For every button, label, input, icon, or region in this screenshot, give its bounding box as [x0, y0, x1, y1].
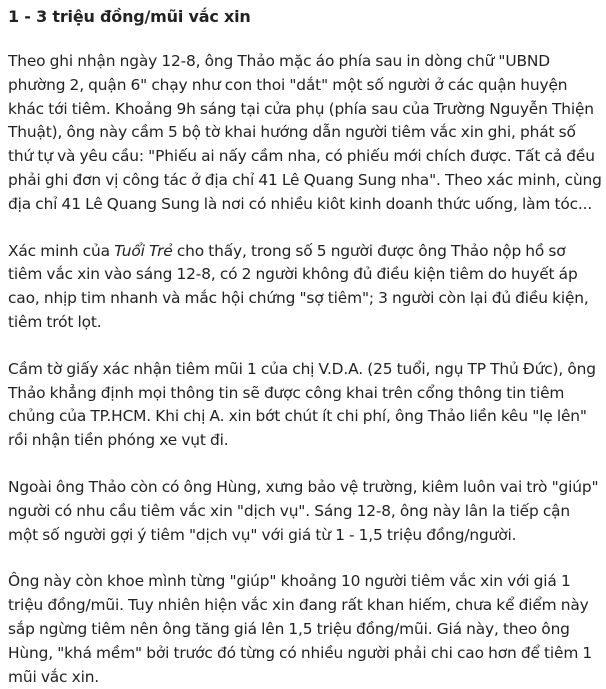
newspaper-name: Tuổi Trẻ: [114, 241, 173, 260]
paragraph-2: [8, 240, 602, 335]
paragraph-1: Theo ghi nhận ngày 12-8, ông Thảo mặc áo phía sau in dòng chữ "UBND phường 2, quận 6" chạy như con thoi "dắt" một số người ở các quận huyện khác tới tiêm. Khoảng 9h sáng tại cửa phụ (phía sau của Trường Nguyễn Thiện Thuật), ông này cầm 5 bộ tờ khai hướng dẫn người tiêm vắc xin ghi, phát số thứ tự và yêu cầu: "Phiếu ai nấy cầm nha, có phiếu mới chích được. Tất cả đều phải ghi đơn vị công tác ở địa chỉ 41 Lê Quang Sung nha". Theo xác minh, cùng địa chỉ 41 Lê Quang Sung là nơi có nhiều kiôt kinh doanh thức uống, làm tóc...: [8, 52, 602, 213]
paragraph-2-text-start: Xác minh của: [8, 241, 115, 260]
article-body: [8, 6, 602, 689]
paragraph-3: Cầm tờ giấy xác nhận tiêm mũi 1 của chị V.D.A. (25 tuổi, ngụ TP Thủ Đức), ông Thảo khẳng định mọi thông tin sẽ được công khai trên cổng thông tin tiêm chủng của TP.HCM. Khi chị A. xin bớt chút ít chi phí, ông Thảo liền kêu "lẹ lên" rồi nhận tiền phóng xe vụt đi.: [8, 359, 596, 450]
paragraph-2-text-end: cho thấy, trong số 5 người được ông Thảo nộp hồ sơ tiêm vắc xin vào sáng 12-8, có 2 người không đủ điều kiện tiêm do huyết áp cao, nhịp tim nhanh và mắc hội chứng "sợ tiêm"; 3 người còn lại đủ điều kiện, tiêm trót lọt.: [8, 241, 589, 331]
paragraph-4: Ngoài ông Thảo còn có ông Hùng, xưng bảo vệ trường, kiêm luôn vai trò "giúp" người có nhu cầu tiêm vắc xin "dịch vụ". Sáng 12-8, ông này lân la tiếp cận một số người gợi ý tiêm "dịch vụ" với giá từ 1 - 1,5 triệu đồng/người.: [8, 477, 599, 544]
paragraph-5: Ông này còn khoe mình từng "giúp" khoảng 10 người tiêm vắc xin với giá 1 triệu đồng/mũi. Tuy nhiên hiện vắc xin đang rất khan hiếm, chưa kể điểm này sắp ngừng tiêm nên ông tăng giá lên 1,5 triệu đồng/mũi. Giá này, theo ông Hùng, "khá mềm" bởi trước đó từng có nhiều người phải chi cao hơn để tiêm 1 mũi vắc xin.: [8, 572, 593, 686]
section-heading: 1 - 3 triệu đồng/mũi vắc xin: [8, 7, 251, 26]
